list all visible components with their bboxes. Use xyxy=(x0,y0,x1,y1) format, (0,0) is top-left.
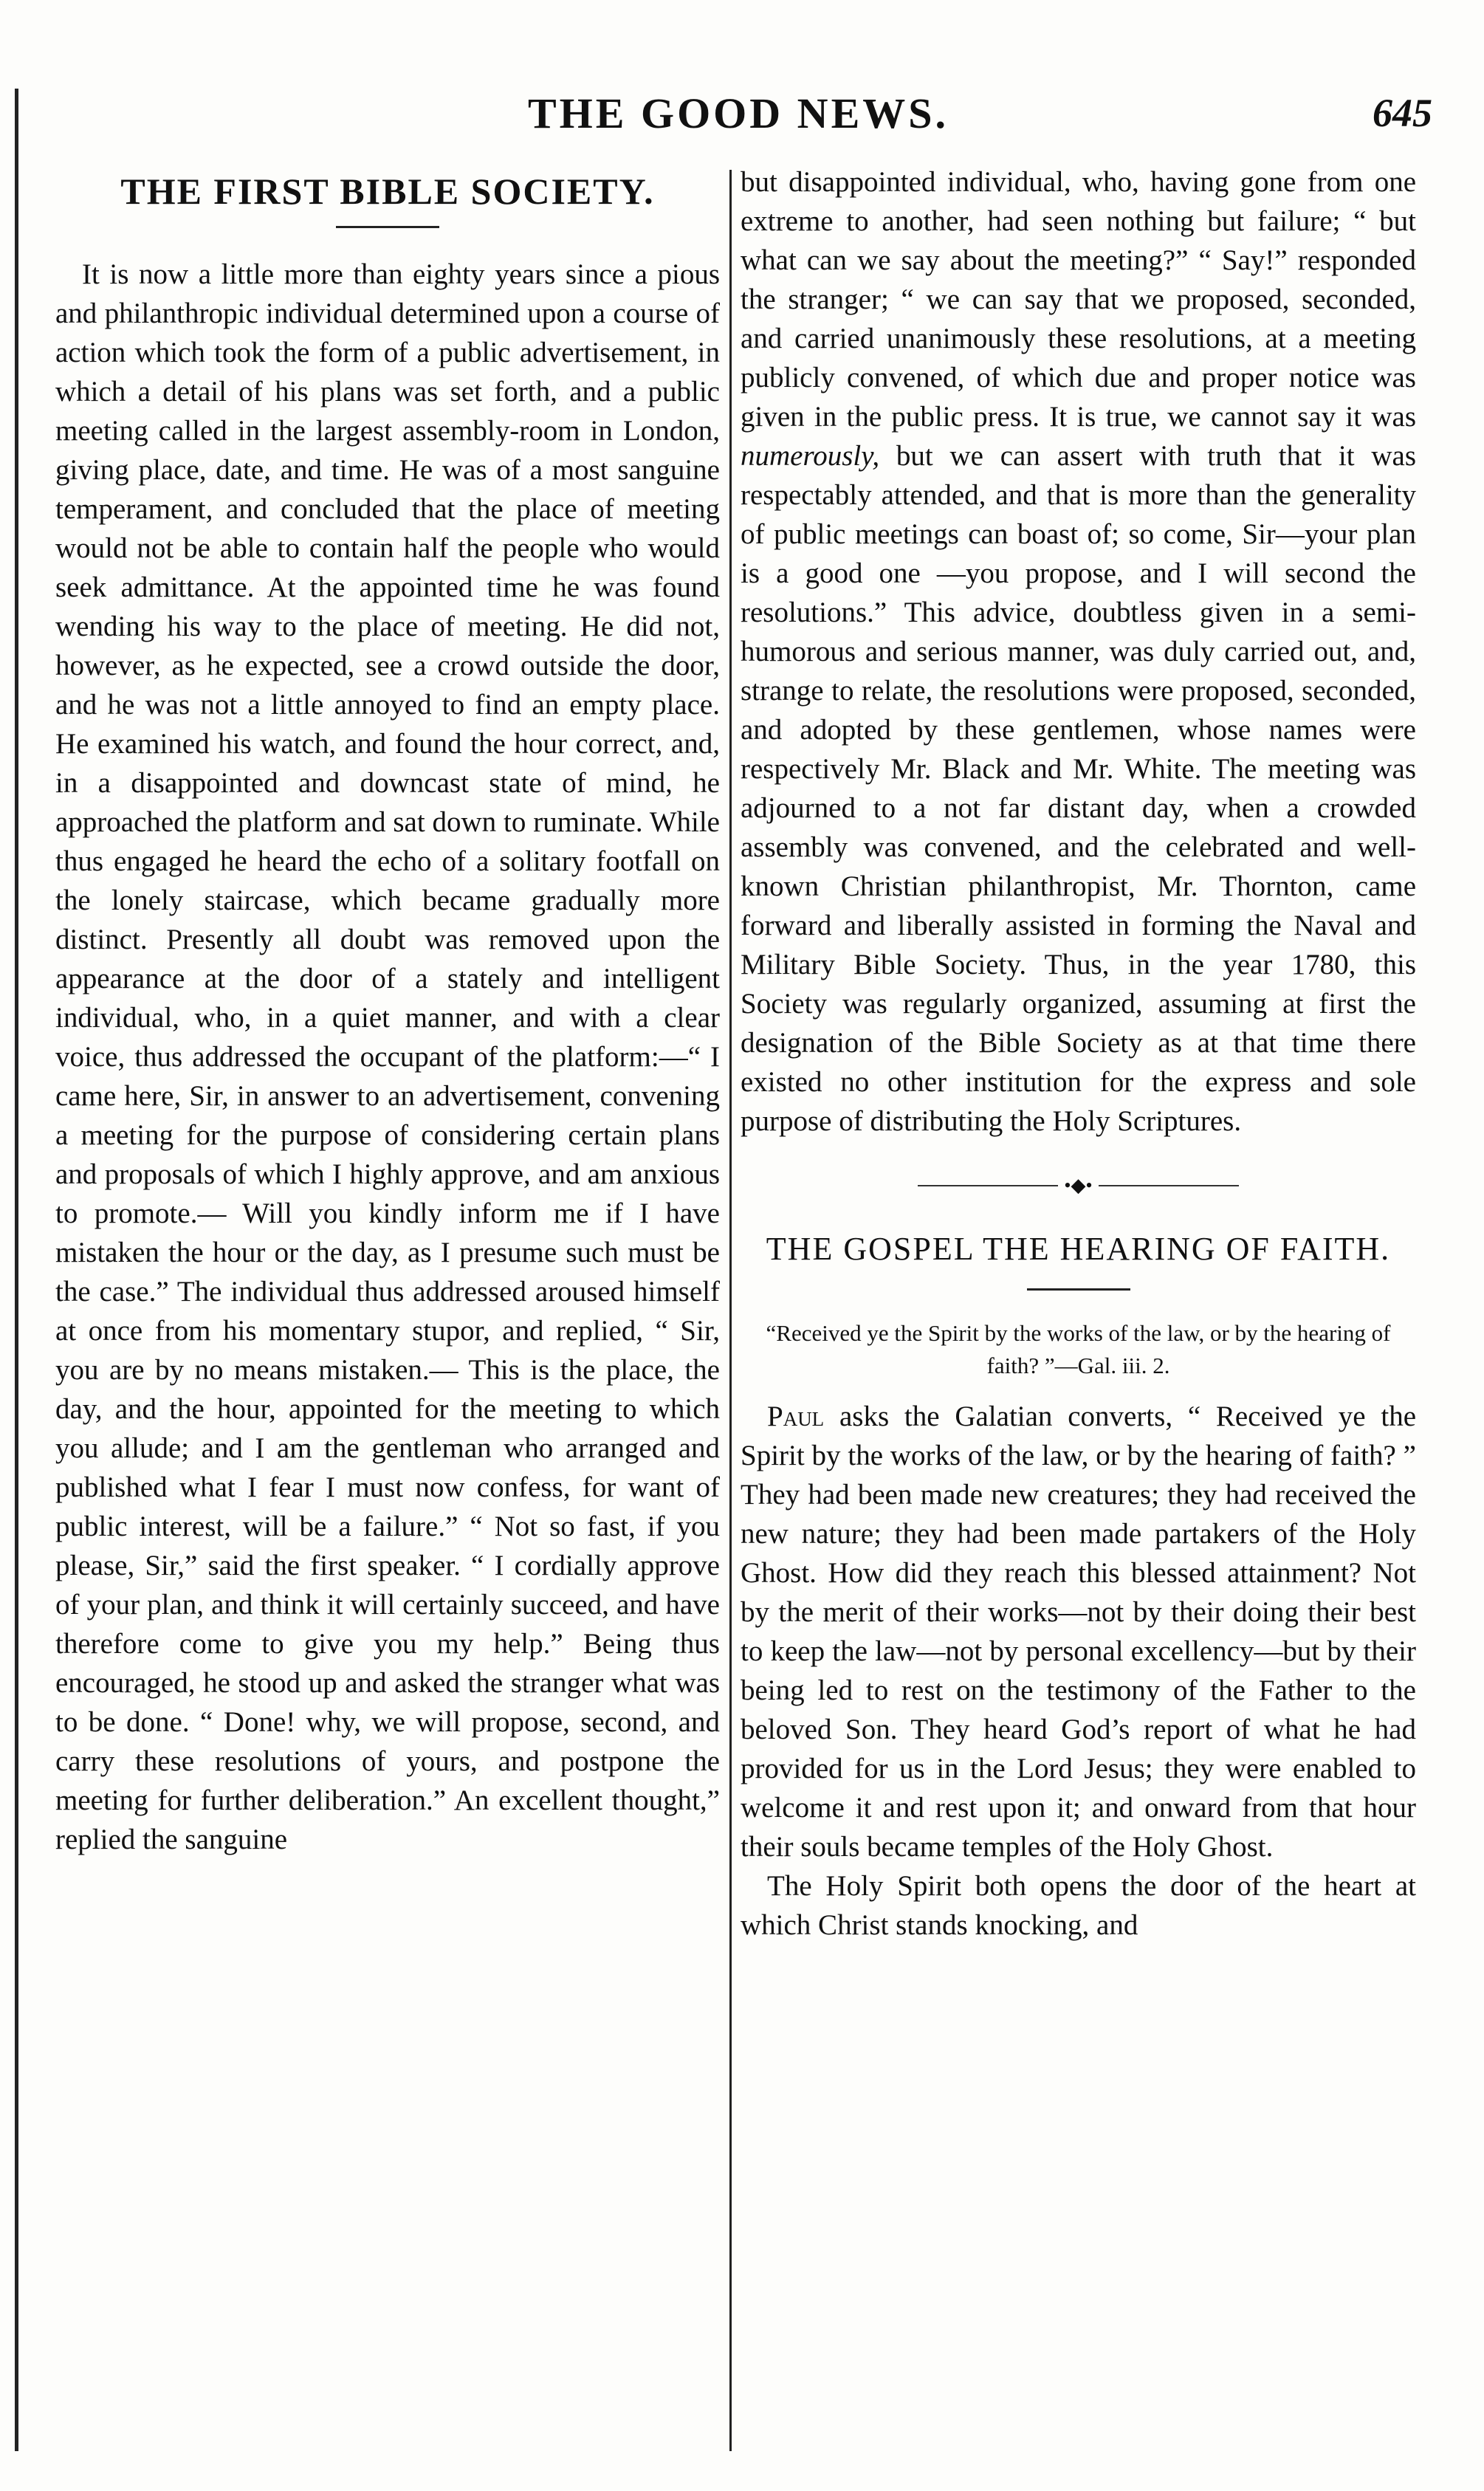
article-title-first-bible-society: THE FIRST BIBLE SOCIETY. xyxy=(120,171,655,212)
running-title: THE GOOD NEWS. xyxy=(527,89,949,137)
article1-paragraph-part1: It is now a little more than eighty years since a pious and philanthropic individual determined upon a course of action which took the form of a public advertisement, in which a detail of his plans was set forth, and a public meeting called in the largest assembly-room in London, giving place, date, and time. He was of a most sanguine temperament, and concluded that the place of meeting would not be able to contain half the people who would seek admittance. At the appointed time he was found wending his way to the place of meeting. He did not, however, as he expected, see a crowd outside the door, and he was not a little annoyed to find an empty place. He examined his watch, and found the hour correct, and, in a disappointed and downcast state of mind, he approached the platform and sat down to ruminate. While thus engaged he heard the echo of a solitary footfall on the lonely staircase, which became gradually more distinct. Presently all doubt was removed upon the appearance at the door of a stately and intelligent individual, who, in a quiet manner, and with a clear voice, thus addressed the occupant of the platform:—“ I came here, Sir, in answer to an advertisement, convening a meeting for the purpose of considering certain plans and proposals of which I highly approve, and am anxious to promote.— Will you kindly inform me if I have mistaken the hour or the day, as I presume such must be the case.” The individual thus addressed aroused himself at once from his momentary stupor, and replied, “ Sir, you are by no means mistaken.— This is the place, the day, and the hour, appointed for the meeting to which you allude; and I am the gentleman who arranged and published what I fear I must now confess, for want of public interest, will be a failure.” “ Not so fast, if you please, Sir,” said the first speaker. “ I cordially approve of your plan, and think it will certainly succeed, and have therefore come to give you my help.” Being thus encouraged, he stood up and asked the stranger what was to be done. “ Done! why, we will propose, second, and carry these resolutions of yours, and postpone the meeting for further deliberation.” An excellent thought,” replied the sanguine xyxy=(55,258,720,1855)
title-rule xyxy=(336,226,439,228)
section-divider xyxy=(741,1175,1416,1197)
paragraph-lead-word: Paul xyxy=(767,1401,825,1432)
divider-ornament: •◆• xyxy=(1064,1175,1093,1196)
article1-paragraph-part3: but we can assert with truth that it was respectably attended, and that is more than the generality of public meetings can boast of; so come, Sir—your plan is a good one —you propose, and I will second the resolutions.” This advice, doubtless given in a semi-humorous and serious manner, was duly carried out, and, strange to relate, the resolutions were proposed, seconded, and adopted by these gentlemen, whose names were respectively Mr. Black and Mr. White. The meeting was adjourned to a not far distant day, when a crowded assembly was convened, and the celebrated and well-known Christian philanthropist, Mr. Thornton, came forward and liberally assisted in forming the Naval and Military Bible Society. Thus, in the year 1780, this Society was regularly organized, assuming at first the designation of the Bible Society as at that time there existed no other institution for the express and sole purpose of distributing the Holy Scriptures. xyxy=(741,440,1416,1137)
article2-paragraph1 xyxy=(741,1397,1416,1866)
page-number: 645 xyxy=(1373,91,1432,135)
divider-line-right xyxy=(1099,1185,1239,1186)
page-edge-rule xyxy=(15,89,18,2451)
epigraph-quote: “Received ye the Spirit by the works of the law, or by the hearing of faith? ”—Gal. iii. 2. xyxy=(766,1320,1391,1378)
article2-paragraph2: The Holy Spirit both opens the door of the heart at which Christ stands knocking, and xyxy=(741,1870,1416,1941)
emphasis-numerously: numerously, xyxy=(741,440,880,472)
divider-line-left xyxy=(918,1185,1058,1186)
article-title-gospel-hearing-of-faith: THE GOSPEL THE HEARING OF FAITH. xyxy=(766,1231,1391,1267)
article1-paragraph-continued xyxy=(741,162,1416,1141)
left-column xyxy=(55,162,720,2459)
article1-paragraph-part2: but disappointed individual, who, having gone from one extreme to another, had seen nothing but failure; “ but what can we say about the meeting?” “ Say!” responded the stranger; “ we can say that we proposed, seconded, and carried unanimously these resolutions, at a meeting publicly convened, of which due and proper notice was given in the public press. It is true, we cannot say it was xyxy=(741,166,1416,433)
right-column xyxy=(741,162,1416,2459)
page-header xyxy=(44,74,1432,148)
column-divider xyxy=(729,170,732,2451)
article2-paragraph1-body: asks the Galatian converts, “ Received ye the Spirit by the works of the law, or by the hearing of faith? ” They had been made new creatures; they had received the new nature; they had been made partakers of the Holy Ghost. How did they reach this blessed attainment? Not by the merit of their works—not by their doing their best to keep the law—not by personal excellency—but by their being led to rest on the testimony of the Father to the beloved Son. They heard God’s report of what he had provided for us in the Lord Jesus; they were enabled to welcome it and rest upon it; and onward from that hour their souls became temples of the Holy Ghost. xyxy=(741,1401,1416,1863)
title-rule-2 xyxy=(1027,1288,1130,1291)
